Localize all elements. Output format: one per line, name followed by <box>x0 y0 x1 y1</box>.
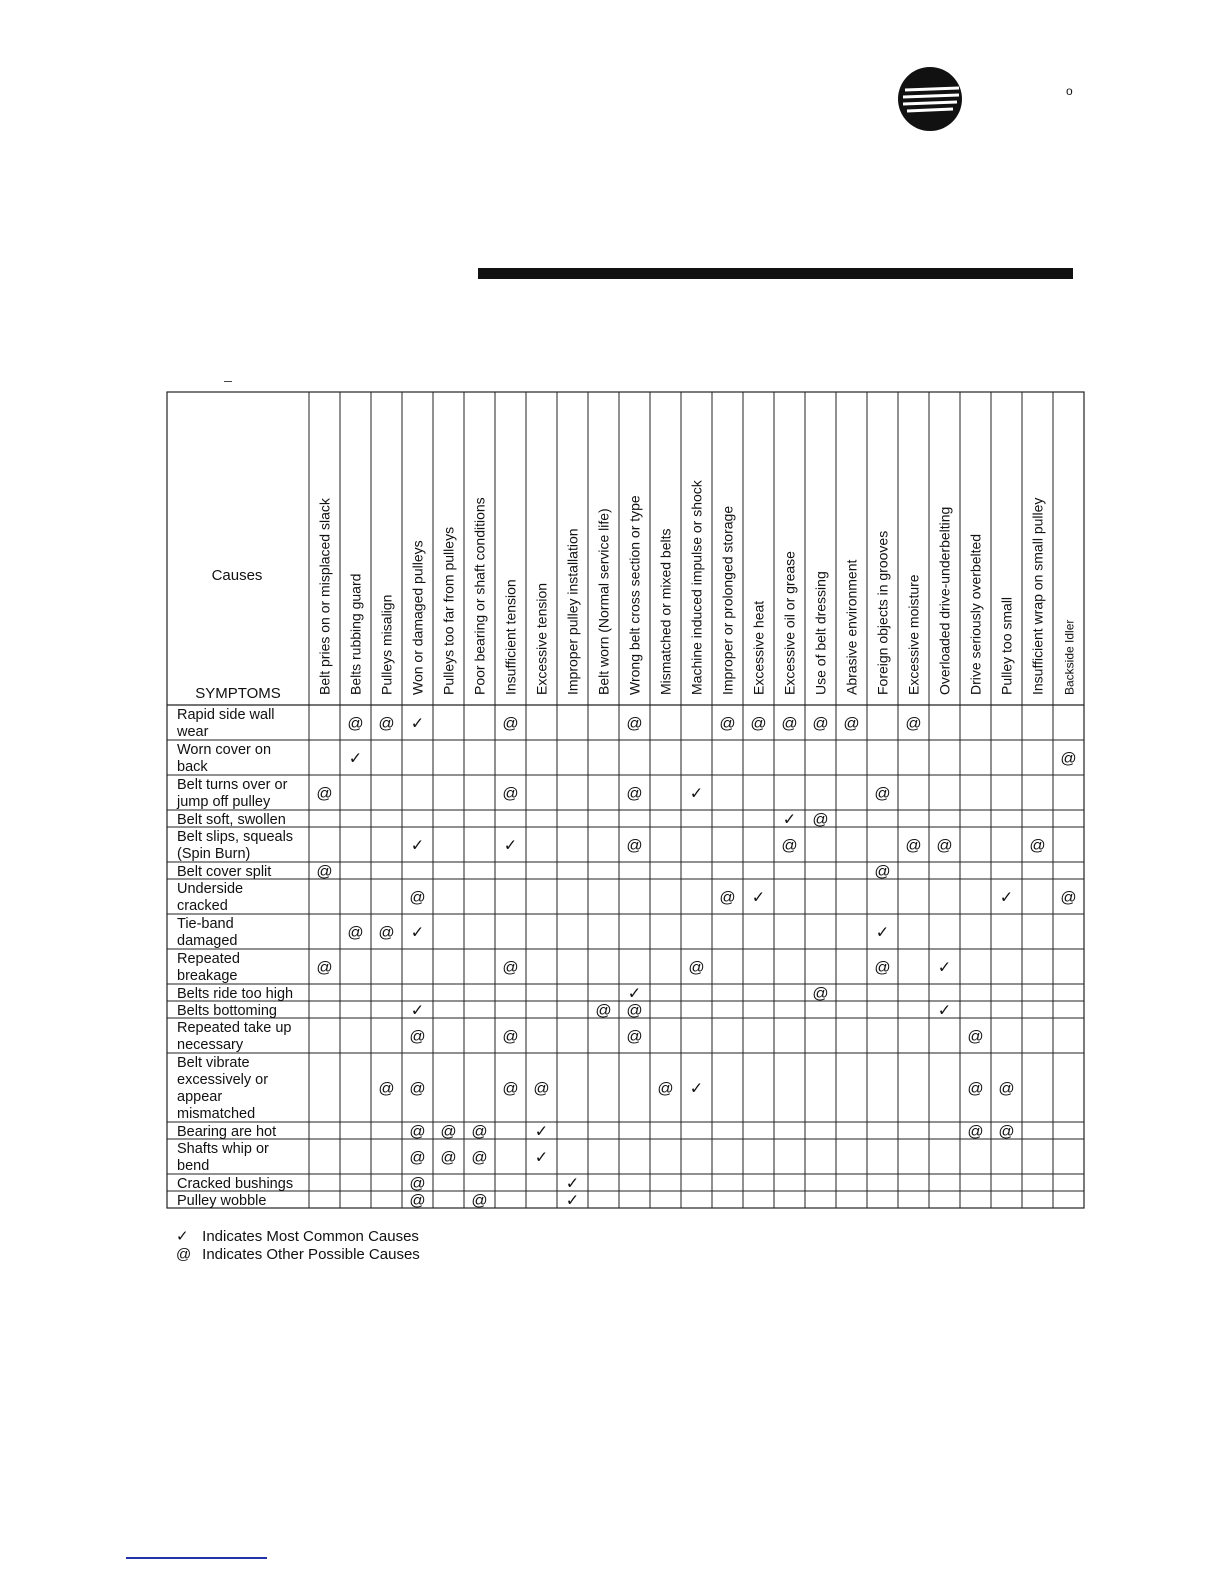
other-cause-mark: @ <box>378 1080 395 1098</box>
other-cause-mark: @ <box>812 715 829 733</box>
causes-heading: Causes <box>211 567 263 584</box>
symptom-label: Rapid side wall <box>177 707 275 723</box>
common-cause-mark: ✓ <box>689 1080 704 1098</box>
common-cause-mark: ✓ <box>534 1149 549 1167</box>
other-cause-mark: @ <box>347 924 364 942</box>
common-cause-mark: ✓ <box>410 924 425 942</box>
other-cause-mark: @ <box>409 1028 426 1046</box>
cause-header: Excessive moisture <box>905 574 922 695</box>
cause-header: Belts rubbing guard <box>347 573 364 695</box>
symptom-label: Belts ride too high <box>177 986 294 1002</box>
other-cause-mark: @ <box>409 1175 426 1193</box>
other-cause-mark: @ <box>502 785 519 803</box>
cause-header: Foreign objects in grooves <box>874 530 891 695</box>
other-cause-mark: @ <box>657 1080 674 1098</box>
other-cause-mark: @ <box>998 1080 1015 1098</box>
common-cause-mark: ✓ <box>627 985 642 1003</box>
other-cause-mark: @ <box>874 785 891 803</box>
common-cause-mark: ✓ <box>410 1002 425 1020</box>
symptom-label: Tie-band <box>177 916 234 932</box>
other-cause-mark: @ <box>967 1080 984 1098</box>
symptom-label: Shafts whip or <box>177 1141 269 1157</box>
other-cause-mark: @ <box>688 959 705 977</box>
common-cause-mark: ✓ <box>410 837 425 855</box>
other-cause-mark: @ <box>409 1123 426 1141</box>
other-cause-mark: @ <box>378 715 395 733</box>
other-cause-mark: @ <box>936 837 953 855</box>
symptom-label: Belt slips, squeals <box>177 829 294 845</box>
cause-header: Mismatched or mixed belts <box>657 528 674 695</box>
symptom-label: cracked <box>177 898 228 914</box>
cause-header: Abrasive environment <box>843 559 860 695</box>
symptom-label: Underside <box>177 881 244 897</box>
symptom-label: jump off pulley <box>177 794 271 810</box>
other-cause-mark: @ <box>595 1002 612 1020</box>
other-cause-mark: @ <box>719 715 736 733</box>
symptom-label: excessively or <box>177 1072 269 1088</box>
cause-header: Overloaded drive-underbelting <box>936 506 953 695</box>
symptom-label: Belt turns over or <box>177 777 288 793</box>
cause-header: Excessive oil or grease <box>781 551 798 695</box>
symptom-label: mismatched <box>177 1106 256 1122</box>
other-cause-mark: @ <box>812 811 829 829</box>
legend-check-icon: ✓ <box>176 1228 189 1245</box>
symptom-label: breakage <box>177 968 238 984</box>
other-cause-mark: @ <box>316 959 333 977</box>
symptom-label: Pulley wobble <box>177 1193 267 1209</box>
common-cause-mark: ✓ <box>937 1002 952 1020</box>
symptom-label: bend <box>177 1158 210 1174</box>
other-cause-mark: @ <box>719 889 736 907</box>
trademark-mark: o <box>1066 84 1073 98</box>
other-cause-mark: @ <box>1060 750 1077 768</box>
other-cause-mark: @ <box>905 715 922 733</box>
other-cause-mark: @ <box>626 1002 643 1020</box>
other-cause-mark: @ <box>316 863 333 881</box>
common-cause-mark: ✓ <box>565 1192 580 1210</box>
cause-header: Belt worn (Normal service life) <box>595 508 612 695</box>
cause-header: Insufficient tension <box>502 579 519 695</box>
cause-header: Pulleys too far from pulleys <box>440 526 457 695</box>
other-cause-mark: @ <box>471 1192 488 1210</box>
symptom-label: Belt soft, swollen <box>177 812 286 828</box>
other-cause-mark: @ <box>533 1080 550 1098</box>
symptom-label: damaged <box>177 933 238 949</box>
other-cause-mark: @ <box>874 959 891 977</box>
other-cause-mark: @ <box>409 889 426 907</box>
other-cause-mark: @ <box>626 837 643 855</box>
common-cause-mark: ✓ <box>999 889 1014 907</box>
cause-header: Pulleys misalign <box>378 594 395 695</box>
other-cause-mark: @ <box>440 1123 457 1141</box>
other-cause-mark: @ <box>905 837 922 855</box>
common-cause-mark: ✓ <box>348 750 363 768</box>
other-cause-mark: @ <box>781 837 798 855</box>
other-cause-mark: @ <box>874 863 891 881</box>
cause-header: Belt pries on or misplaced slack <box>316 498 333 695</box>
other-cause-mark: @ <box>812 985 829 1003</box>
cause-header: Use of belt dressing <box>812 571 829 695</box>
other-cause-mark: @ <box>626 1028 643 1046</box>
legend-other-possible-text: Indicates Other Possible Causes <box>202 1246 420 1263</box>
other-cause-mark: @ <box>1029 837 1046 855</box>
other-cause-mark: @ <box>781 715 798 733</box>
other-cause-mark: @ <box>1060 889 1077 907</box>
symptom-label: Bearing are hot <box>177 1124 277 1140</box>
symptom-label: necessary <box>177 1037 244 1053</box>
other-cause-mark: @ <box>409 1192 426 1210</box>
legend-at-icon: @ <box>176 1246 192 1263</box>
cause-header: Pulley too small <box>998 596 1015 695</box>
symptom-label: Belts bottoming <box>177 1003 277 1019</box>
cause-header: Won or damaged pulleys <box>409 540 426 695</box>
other-cause-mark: @ <box>502 959 519 977</box>
common-cause-mark: ✓ <box>565 1175 580 1193</box>
symptom-label: Belt vibrate <box>177 1055 250 1071</box>
other-cause-mark: @ <box>502 1028 519 1046</box>
symptom-label: wear <box>177 724 209 740</box>
common-cause-mark: ✓ <box>751 889 766 907</box>
symptom-label: Cracked bushings <box>177 1176 294 1192</box>
other-cause-mark: @ <box>626 715 643 733</box>
symptom-label: Worn cover on <box>177 742 272 758</box>
common-cause-mark: ✓ <box>782 811 797 829</box>
cause-header: Machine induced impulse or shock <box>688 480 705 695</box>
common-cause-mark: ✓ <box>937 959 952 977</box>
symptom-label: appear <box>177 1089 223 1105</box>
other-cause-mark: @ <box>409 1080 426 1098</box>
common-cause-mark: ✓ <box>534 1123 549 1141</box>
other-cause-mark: @ <box>316 785 333 803</box>
cause-header: Improper pulley installation <box>564 528 581 695</box>
cause-header: Wrong belt cross section or type <box>626 495 643 695</box>
legend-most-common <box>176 1227 419 1245</box>
other-cause-mark: @ <box>967 1028 984 1046</box>
legend-most-common-text: Indicates Most Common Causes <box>202 1228 419 1245</box>
other-cause-mark: @ <box>502 1080 519 1098</box>
symptom-label: Belt cover split <box>177 864 272 880</box>
cause-header: Drive seriously overbelted <box>967 533 984 695</box>
other-cause-mark: @ <box>440 1149 457 1167</box>
other-cause-mark: @ <box>471 1123 488 1141</box>
other-cause-mark: @ <box>626 785 643 803</box>
cause-header: Poor bearing or shaft conditions <box>471 497 488 695</box>
other-cause-mark: @ <box>378 924 395 942</box>
other-cause-mark: @ <box>998 1123 1015 1141</box>
symptom-label: (Spin Burn) <box>177 846 251 862</box>
footer-rule <box>126 1557 267 1559</box>
other-cause-mark: @ <box>409 1149 426 1167</box>
common-cause-mark: ✓ <box>689 785 704 803</box>
symptom-label: Repeated <box>177 951 240 967</box>
legend-other-possible <box>176 1246 420 1263</box>
other-cause-mark: @ <box>843 715 860 733</box>
other-cause-mark: @ <box>502 715 519 733</box>
other-cause-mark: @ <box>750 715 767 733</box>
symptoms-heading: SYMPTOMS <box>195 685 281 702</box>
cause-header: Excessive tension <box>533 582 550 695</box>
other-cause-mark: @ <box>471 1149 488 1167</box>
cause-header: Backside Idler <box>1062 619 1077 695</box>
cause-header: Excessive heat <box>750 600 767 695</box>
common-cause-mark: ✓ <box>410 715 425 733</box>
symptom-label: back <box>177 759 208 775</box>
cause-header: Insufficient wrap on small pulley <box>1029 497 1046 695</box>
cause-header: Improper or prolonged storage <box>719 505 736 695</box>
symptom-label: Repeated take up <box>177 1020 292 1036</box>
common-cause-mark: ✓ <box>875 924 890 942</box>
other-cause-mark: @ <box>347 715 364 733</box>
common-cause-mark: ✓ <box>503 837 518 855</box>
other-cause-mark: @ <box>967 1123 984 1141</box>
